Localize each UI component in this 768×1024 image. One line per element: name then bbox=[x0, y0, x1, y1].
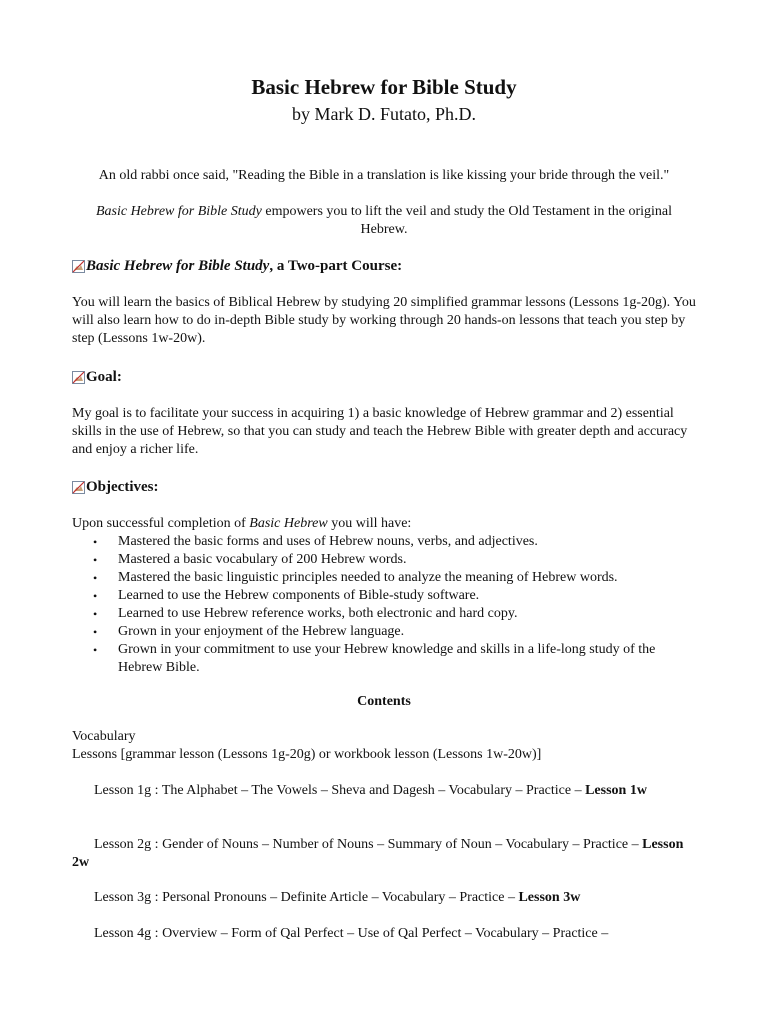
objectives-section bbox=[72, 515, 696, 677]
bullet-icon: • bbox=[93, 571, 98, 585]
contents-heading: Contents bbox=[357, 694, 411, 709]
contents-vocabulary: Vocabulary bbox=[72, 729, 136, 744]
empower-paragraph bbox=[72, 203, 696, 239]
objectives-heading bbox=[72, 478, 696, 496]
objectives-heading-text: Objectives: bbox=[86, 479, 159, 495]
workbook-lesson[interactable]: Lesson 1w bbox=[585, 783, 647, 798]
lesson-link[interactable]: Lesson 1g bbox=[94, 783, 152, 798]
course-description: You will learn the basics of Biblical Hebrew by studying 20 simplified grammar lessons (Lessons 1g-20g). You will also learn how to do in-depth Bible study by working through 20 hands-on lessons that teach you step by step (Lessons 1w-20w). bbox=[72, 295, 696, 346]
book-title-italic: Basic Hebrew for Bible Study bbox=[95, 204, 262, 219]
course-heading-text: , a Two-part Course: bbox=[269, 258, 403, 274]
empower-text: empowers you to lift the veil and study the Old Testament in the original Hebrew. bbox=[261, 204, 673, 237]
broken-image-icon bbox=[72, 260, 85, 273]
broken-image-icon bbox=[72, 481, 85, 494]
workbook-lesson[interactable]: Lesson 3w bbox=[518, 890, 581, 905]
bullet-icon: • bbox=[93, 535, 98, 549]
goal-heading-text: Goal: bbox=[86, 369, 122, 385]
bullet-icon: • bbox=[93, 643, 98, 657]
rabbi-quote: An old rabbi once said, "Reading the Bible in a translation is like kissing your bride through the veil." bbox=[98, 168, 670, 183]
workbook-lesson[interactable]: Lesson 2w bbox=[72, 837, 684, 870]
goal-heading bbox=[72, 368, 696, 386]
lesson-link[interactable]: Lesson 4g bbox=[94, 926, 152, 941]
lesson-entry-3: Lesson 3g : Personal Pronouns – Definite Article – Vocabulary – Practice – Lesson 3w bbox=[94, 890, 581, 905]
document-author: by Mark D. Futato, Ph.D. bbox=[292, 104, 476, 124]
lesson-entry-1: Lesson 1g : The Alphabet – The Vowels – Sheva and Dagesh – Vocabulary – Practice – Lesson 1w bbox=[94, 783, 647, 798]
objective-item: • Mastered the basic forms and uses of Hebrew nouns, verbs, and adjectives. bbox=[93, 534, 538, 549]
goal-description: My goal is to facilitate your success in acquiring 1) a basic knowledge of Hebrew grammar and 2) essential skills in the use of Hebrew, so that you can study and teach the Hebrew Bible with greater depth and accuracy and enjoy a richer life. bbox=[72, 406, 688, 457]
bullet-icon: • bbox=[93, 553, 98, 567]
lesson-entry-4: Lesson 4g : Overview – Form of Qal Perfect – Use of Qal Perfect – Vocabulary – Practice – bbox=[94, 926, 609, 941]
bullet-icon: • bbox=[93, 625, 98, 639]
objective-item: • Mastered the basic linguistic principles needed to analyze the meaning of Hebrew words. bbox=[93, 570, 618, 585]
course-heading-italic: Basic Hebrew for Bible Study bbox=[86, 258, 270, 274]
lesson-topics: Gender of Nouns – Number of Nouns – Summary of Noun – Vocabulary – Practice – bbox=[162, 837, 643, 852]
lesson-topics: Overview – Form of Qal Perfect – Use of Qal Perfect – Vocabulary – Practice – bbox=[162, 926, 609, 941]
contents-lessons-line: Lessons [grammar lesson (Lessons 1g-20g) or workbook lesson (Lessons 1w-20w)] bbox=[72, 747, 542, 762]
broken-image-icon bbox=[72, 371, 85, 384]
objectives-intro: Upon successful completion of Basic Hebrew you will have: bbox=[72, 516, 412, 531]
lesson-topics: The Alphabet – The Vowels – Sheva and Dagesh – Vocabulary – Practice – bbox=[161, 783, 586, 798]
lesson-entry-2: Lesson 2g : Gender of Nouns – Number of Nouns – Summary of Noun – Vocabulary – Practice – Lesson 2w bbox=[72, 837, 684, 870]
document-title: Basic Hebrew for Bible Study bbox=[251, 75, 517, 99]
objective-item: • Grown in your enjoyment of the Hebrew language. bbox=[93, 624, 405, 639]
lesson-link[interactable]: Lesson 2g bbox=[94, 837, 152, 852]
bullet-icon: • bbox=[93, 589, 98, 603]
objective-item: • Mastered a basic vocabulary of 200 Hebrew words. bbox=[93, 552, 407, 567]
course-heading bbox=[72, 257, 696, 275]
objective-item: • Learned to use the Hebrew components of Bible-study software. bbox=[93, 588, 480, 603]
objective-item: • Grown in your commitment to use your Hebrew knowledge and skills in a life-long study of the Hebrew Bible. bbox=[93, 642, 656, 675]
lesson-link[interactable]: Lesson 3g bbox=[94, 890, 152, 905]
objectives-list bbox=[72, 533, 696, 677]
bullet-icon: • bbox=[93, 607, 98, 621]
lesson-topics: Personal Pronouns – Definite Article – Vocabulary – Practice – bbox=[162, 890, 519, 905]
objective-item: • Learned to use Hebrew reference works, both electronic and hard copy. bbox=[93, 606, 518, 621]
